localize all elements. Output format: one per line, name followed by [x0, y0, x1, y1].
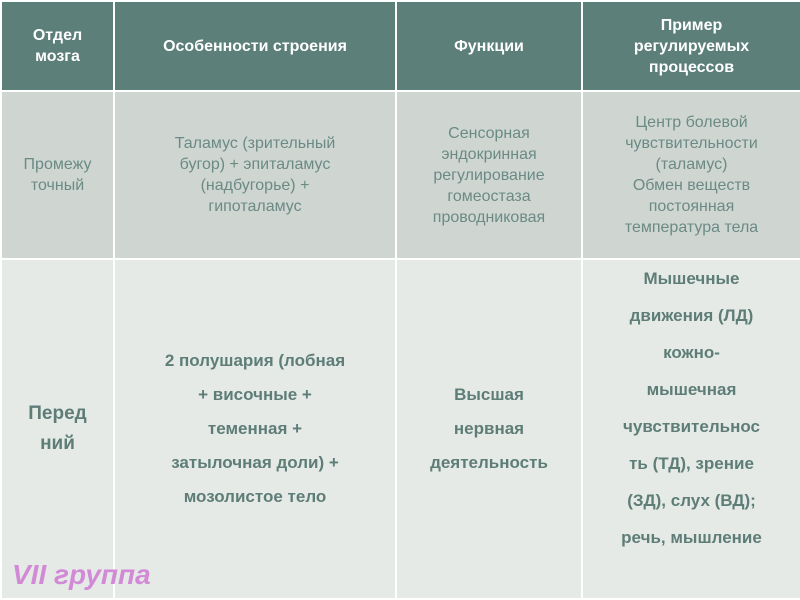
group-watermark: VII группа	[12, 559, 151, 590]
table-row	[1, 259, 800, 599]
header-dept: Отдел мозга	[1, 1, 114, 91]
cell-functions: Высшая нервная деятельность	[396, 259, 582, 599]
cell-dept: Промежу точный	[1, 91, 114, 259]
cell-structure: 2 полушария (лобная + височные + теменная + затылочная доли) + мозолистое тело	[114, 259, 396, 599]
table-row	[1, 91, 800, 259]
cell-dept: Перед ний	[1, 259, 114, 599]
header-example: Пример регулируемых процессов	[582, 1, 800, 91]
header-functions: Функции	[396, 1, 582, 91]
cell-functions: Сенсорная эндокринная регулирование гомеостаза проводниковая	[396, 91, 582, 259]
header-structure: Особенности строения	[114, 1, 396, 91]
header-row	[1, 1, 800, 91]
cell-structure: Таламус (зрительный бугор) + эпиталамус (надбугорье) + гипоталамус	[114, 91, 396, 259]
cell-example: Центр болевой чувствительности (таламус) Обмен веществ постоянная температура тела	[582, 91, 800, 259]
cell-example: Мышечные движения (ЛД) кожно- мышечная чувствительнос ть (ТД), зрение (ЗД), слух (ВД); речь, мышление	[582, 259, 800, 599]
